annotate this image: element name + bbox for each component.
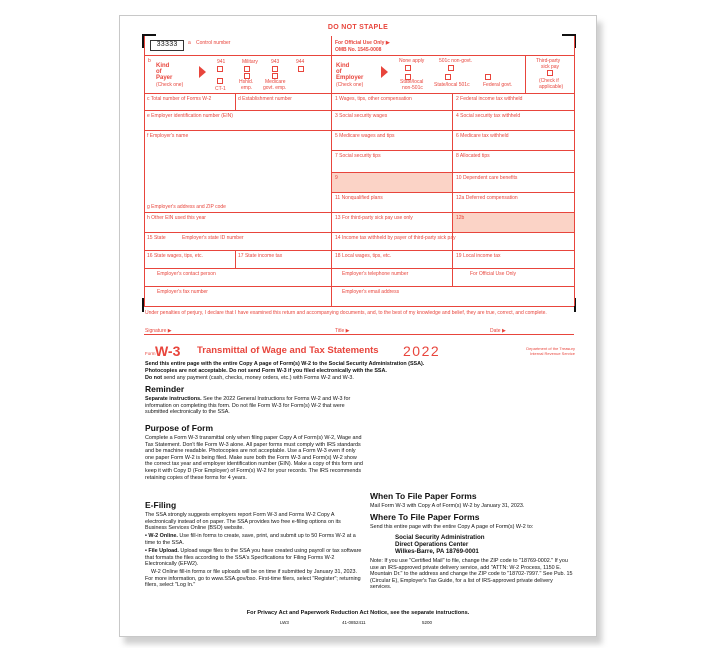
box-4-label: 4 Social security tax withheld [456,113,521,119]
where-text: Send this entire page with the entire Copy A page of Form(s) W-2 to: [370,524,534,530]
footer-code-2: 41-0852411 [342,620,366,625]
employer-state-label-2: non-501c [402,85,423,91]
box-9-shade [331,172,452,192]
box-15-state-label: 15 State [147,235,166,241]
employer-federal-checkbox[interactable] [485,74,491,80]
payer-medicare-label-2: govt. emp. [263,85,287,91]
box-15-state-id-label: Employer's state ID number [182,235,244,241]
payer-941-checkbox[interactable] [217,66,223,72]
payer-ct1-checkbox[interactable] [217,78,223,84]
payer-943-label: 943 [271,59,280,65]
department-line-1: Department of the Treasury [526,346,575,351]
box-19-label: 19 Local income tax [456,253,501,259]
payer-arrow-icon [199,66,206,78]
intro-line-3 [145,375,575,382]
official-use-box-label: For Official Use Only [470,271,517,277]
payer-ct1-label: CT-1 [215,86,226,92]
privacy-notice: For Privacy Act and Paperwork Reduction Act Notice, see the separate instructions. [246,610,470,616]
box-2-label: 2 Federal income tax withheld [456,96,523,102]
box-h-label: h Other EIN used this year [147,215,206,221]
purpose-heading: Purpose of Form [145,423,214,433]
employer-none-label: None apply [399,58,425,64]
signature-label: Signature ▶ [145,328,172,334]
efiling-section [145,512,363,591]
payer-military-checkbox[interactable] [244,66,250,72]
box-12a-label: 12a Deferred compensation [456,195,518,201]
when-text: Mail Form W-3 with Copy A of Form(s) W-2 by January 31, 2023. [370,503,525,509]
w3-form-page [119,15,597,637]
efiling-bullet-2-lead: • File Upload. [145,547,179,554]
payer-944-checkbox[interactable] [298,66,304,72]
employer-kind-label-1: Kind [336,63,350,69]
box-16-label: 16 State wages, tips, etc. [147,253,203,259]
payer-label-1: Kind [156,63,170,69]
box-6-label: 6 Medicare tax withheld [456,133,509,139]
perjury-statement: Under penalties of perjury, I declare that I have examined this return and accompanying documents, and, to the best of my knowledge and belief, they are true, correct, and complete. [145,310,547,316]
third-party-label-2: sick pay [541,64,560,70]
efiling-bullet-1-text: Use fill-in forms to create, save, print, and submit up to 50 Forms W-2 at a time to the SSA. [145,533,356,546]
box-a-letter: a [188,40,191,46]
payer-hshld-label-2: emp. [241,85,253,91]
payer-943-checkbox[interactable] [272,66,278,72]
efiling-bullet-2 [145,548,363,568]
efiling-bullet-1 [145,533,363,546]
footer-code-3: 5200 [422,620,433,625]
address-line-2: Direct Operations Center [395,541,469,549]
employer-kind-label-2: of [336,69,342,75]
official-use-label: For Official Use Only ▶ [335,40,390,46]
third-party-label-1: Third-party [536,58,561,64]
efiling-text: The SSA strongly suggests employers report Form W-3 and Forms W-2 Copy A electronically instead of on paper. The SSA provides two free e-filing options on its Business Services Online (BSO) website. [145,512,341,532]
reminder-heading: Reminder [145,384,185,394]
payer-944-label: 944 [296,59,305,65]
form-word: Form [145,351,156,356]
employer-kind-check-one: (Check one) [336,82,364,88]
intro-line-1: Send this entire page with the entire Copy A page of Form(s) W-2 to the Social Security Administration (SSA). [145,361,425,367]
employer-state501c-checkbox[interactable] [445,74,451,80]
control-number-label: Control number [196,40,231,46]
box-8-label: 8 Allocated tips [456,153,490,159]
employer-federal-label: Federal govt. [483,82,513,88]
date-label: Date ▶ [490,328,506,334]
box-5-label: 5 Medicare wages and tips [335,133,395,139]
payer-941-label: 941 [217,59,226,65]
when-heading: When To File Paper Forms [370,491,477,501]
employer-state-label-1: State/local [400,79,424,85]
intro-line-3-bold: Do not [145,375,163,381]
fax-label: Employer's fax number [157,289,208,295]
address-line-3: Wilkes-Barre, PA 18769-0001 [395,548,479,556]
address-line-1: Social Security Administration [395,534,485,541]
do-not-staple-notice: DO NOT STAPLE [327,24,389,31]
payer-medicare-label-1: Medicare [265,79,286,85]
box-12b-shade [452,212,574,232]
third-party-checkbox[interactable] [547,70,553,76]
reminder-lead: Separate instructions. [145,396,202,402]
employer-kind-label-3: Employer [336,75,364,81]
employer-none-checkbox[interactable] [405,65,411,71]
purpose-text: Complete a Form W-3 transmittal only when filing paper Copy A of Form(s) W-2, Wage and Tax Statement. Don't file Form W-3 alone. All paper forms must comply with IRS standards and be machine readable. Photocopies are not acceptable. Use a Form W-3 even if only one paper Form W-2 is being filed. Make sure both the Form W-3 and Form(s) W-2 show the correct tax year and employer identification number (EIN). Make a copy of this form and keep it with Copy D (For Employer) of Form(s) W-2 for your records. The IRS recommends retaining copies of these forms for 4 years. [145,435,363,481]
ssa-address [395,534,485,556]
box-14-label: 14 Income tax withheld by payer of third-party sick pay [335,235,456,241]
efiling-bullet-2-text: Upload wage files to the SSA you have created using payroll or tax software that formats the files according to the SSA's Specifications for Filing Forms W-2 Electronically (EFW2). [145,547,362,568]
employer-state501c-label: State/local 501c [434,82,470,88]
third-party-label-4: applicable) [539,84,564,90]
efiling-heading: E-Filing [145,500,177,510]
form-title: Transmittal of Wage and Tax Statements [197,345,379,356]
box-g-label: g Employer's address and ZIP code [147,204,226,210]
payer-military-label: Military [242,59,258,65]
email-label: Employer's email address [342,289,400,295]
form-heading [145,343,575,359]
efiling-bullet-1-lead: • W-2 Online. [145,533,178,540]
title-label: Title ▶ [335,328,350,334]
payer-hshld-label-1: Hshld. [239,79,254,85]
form-code-box: 33333 [150,40,184,51]
payer-check-one: (Check one) [156,82,184,88]
employer-501c-label: 501c non-govt. [439,58,473,64]
where-note: Note: If you use "Certified Mail" to file, change the ZIP code to "18769-0002." If you use an IRS-approved private delivery service, add "ATTN: W-2 Process, 1150 E. Mountain Dr." to the address and change the ZIP code to "18702-7997." See Pub. 15 (Circular E), Employer's Tax Guide, for a list of IRS-approved private delivery services. [370,558,573,591]
box-1-label: 1 Wages, tips, other compensation [335,96,412,102]
box-7-label: 7 Social security tips [335,153,381,159]
employer-501c-checkbox[interactable] [448,65,454,71]
payer-label-3: Payer [156,75,173,81]
form-number: W-3 [155,343,181,359]
reminder-text [145,396,363,416]
employer-arrow-icon [381,66,388,78]
payer-label-2: of [156,69,162,75]
box-12b-label: 12b [456,215,465,221]
department-line-2: Internal Revenue Service [530,351,575,356]
contact-person-label: Employer's contact person [157,271,216,277]
box-f-label: f Employer's name [147,133,189,139]
box-11-label: 11 Nonqualified plans [335,195,383,201]
box-9-label: 9 [335,175,338,181]
form-year: 2022 [403,343,441,359]
telephone-label: Employer's telephone number [342,271,409,277]
box-d-label: d Establishment number [238,96,292,102]
box-b-letter: b [148,58,151,64]
footer-code-1: LW3 [280,620,289,625]
omb-number: OMB No. 1545-0008 [335,47,382,53]
intro-line-3-rest: send any payment (cash, checks, money orders, etc.) with Forms W-2 and W-3. [162,375,354,381]
box-c-label: c Total number of Forms W-2 [147,96,212,102]
box-13-label: 13 For third-party sick pay use only [335,215,413,221]
efiling-deadline-text: W-2 Online fill-in forms or file uploads will be on time if submitted by January 31, 2023. For more information, go to www.SSA.gov/bso. First-time filers, select "Register"; returning filers, select "Log In." [145,569,361,589]
reminder-body: See the 2022 General Instructions for Forms W-2 and W-3 for information on completing this form. Do not file Form W-3 for Form(s) W-2 that were submitted electronically to the SSA. [145,396,351,416]
box-e-label: e Employer identification number (EIN) [147,113,233,119]
intro-line-2: Photocopies are not acceptable. Do not send Form W-3 if you filed electronically with the SSA. [145,368,387,374]
department-label [507,346,575,356]
box-3-label: 3 Social security wages [335,113,388,119]
where-heading: Where To File Paper Forms [370,512,480,522]
third-party-label-3: (Check if [539,78,559,84]
box-17-label: 17 State income tax [238,253,283,259]
box-10-label: 10 Dependent care benefits [456,175,518,181]
box-18-label: 18 Local wages, tips, etc. [335,253,392,259]
